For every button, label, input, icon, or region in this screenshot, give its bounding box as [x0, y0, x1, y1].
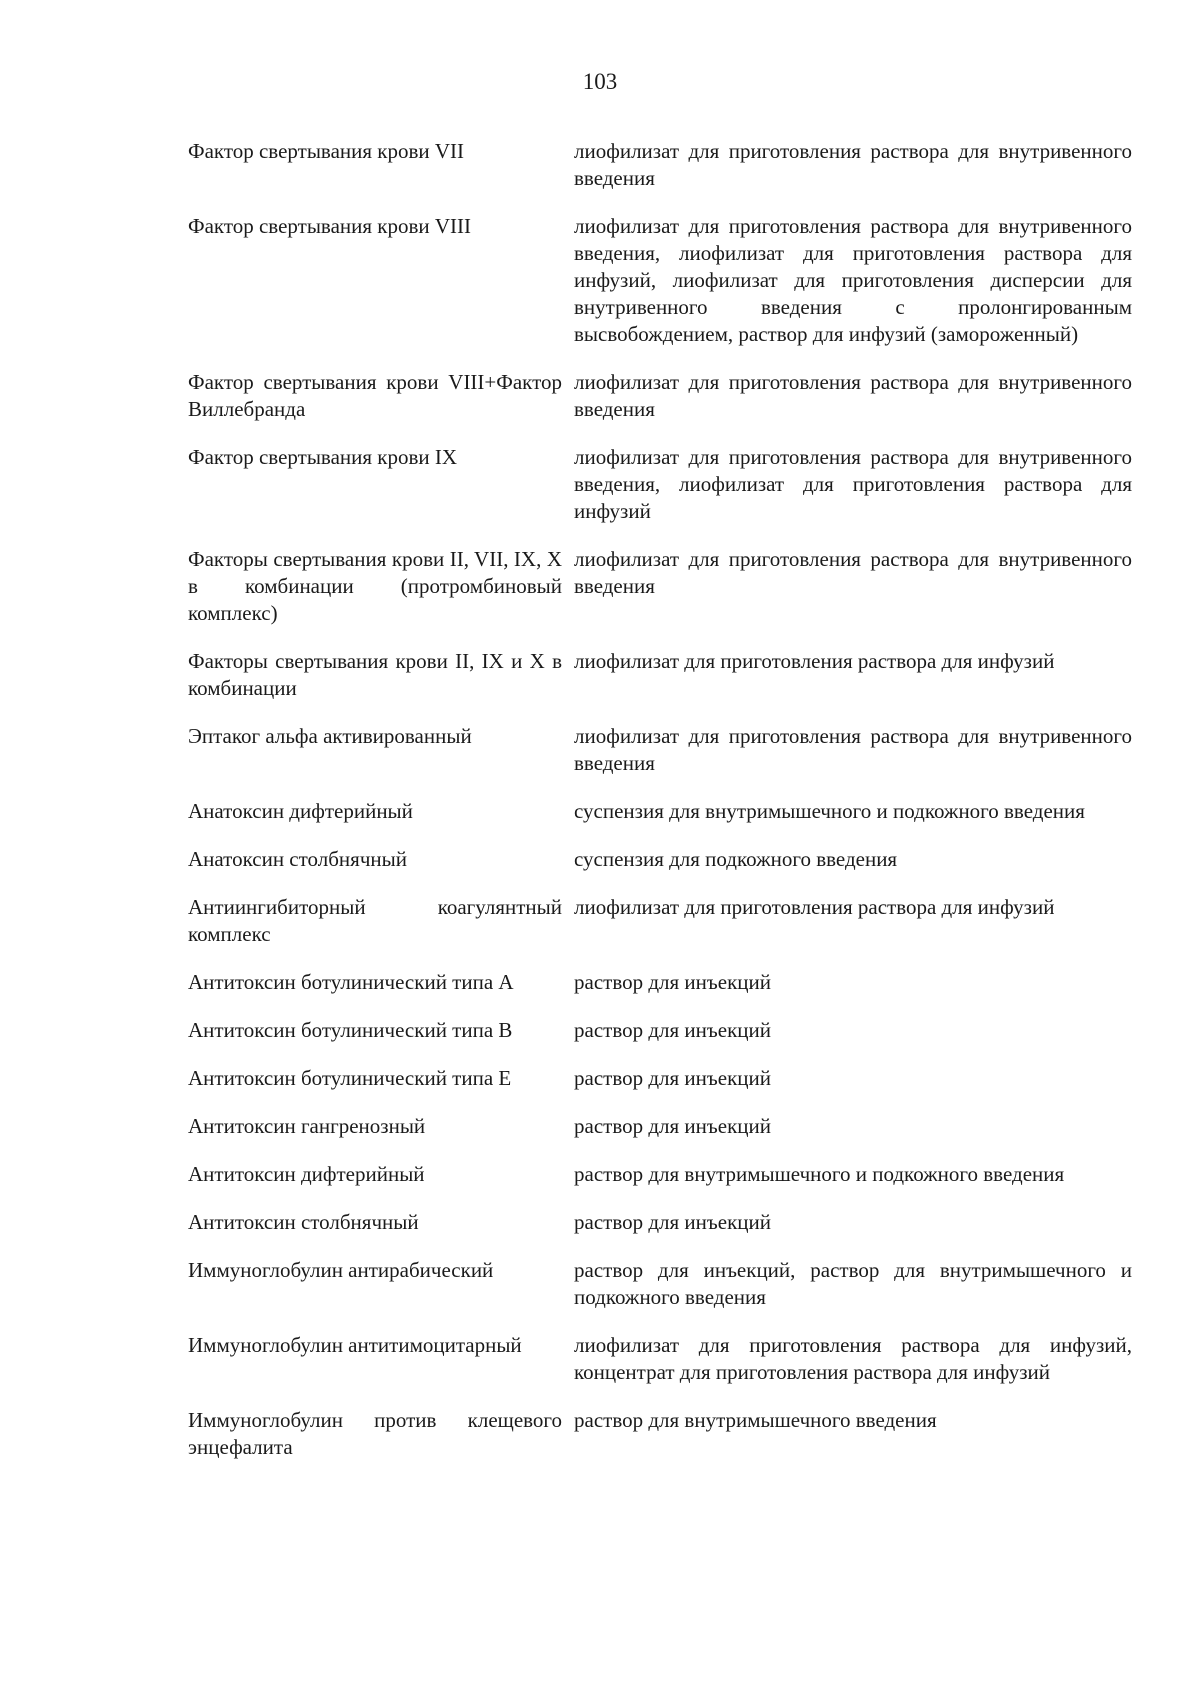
list-item [188, 648, 1132, 702]
dosage-form: лиофилизат для приготовления раствора для внутривенного введения [574, 139, 1132, 190]
drug-name: Антитоксин гангренозный [188, 1114, 426, 1138]
drug-name: Фактор свертывания крови VIII+Фактор Виллебранда [188, 370, 562, 421]
dosage-form: лиофилизат для приготовления раствора для инфузий, концентрат для приготовления раствора для инфузий [574, 1333, 1132, 1384]
drug-name: Факторы свертывания крови II, VII, IX, X в комбинации (протромбиновый комплекс) [188, 547, 562, 625]
list-item [188, 444, 1132, 525]
list-item [188, 1065, 1132, 1092]
dosage-form: раствор для инъекций, раствор для внутримышечного и подкожного введения [574, 1258, 1132, 1309]
drug-name: Анатоксин дифтерийный [188, 799, 413, 823]
drug-name: Иммуноглобулин против клещевого энцефалита [188, 1408, 562, 1459]
drug-name: Фактор свертывания крови VIII [188, 214, 472, 238]
drug-name: Эптаког альфа активированный [188, 724, 472, 748]
list-item [188, 969, 1132, 996]
list-item [188, 1407, 1132, 1461]
dosage-form: раствор для внутримышечного и подкожного введения [574, 1162, 1065, 1186]
list-item [188, 1257, 1132, 1311]
dosage-form: лиофилизат для приготовления раствора для инфузий [574, 895, 1055, 919]
dosage-form: суспензия для подкожного введения [574, 847, 898, 871]
drug-name: Антитоксин ботулинический типа A [188, 970, 514, 994]
dosage-form: раствор для инъекций [574, 1210, 771, 1234]
dosage-form: лиофилизат для приготовления раствора для внутривенного введения [574, 370, 1132, 421]
list-item [188, 1332, 1132, 1386]
dosage-form: раствор для инъекций [574, 1066, 771, 1090]
dosage-form: раствор для инъекций [574, 1114, 771, 1138]
list-item [188, 213, 1132, 348]
dosage-form: лиофилизат для приготовления раствора для внутривенного введения, лиофилизат для приготовления раствора для инфузий [574, 445, 1132, 523]
list-item [188, 546, 1132, 627]
dosage-form: раствор для внутримышечного введения [574, 1408, 937, 1432]
drug-name: Антиингибиторный коагулянтный комплекс [188, 895, 562, 946]
list-item [188, 138, 1132, 192]
drug-name: Антитоксин столбнячный [188, 1210, 419, 1234]
list-item [188, 1113, 1132, 1140]
drug-name: Фактор свертывания крови VII [188, 139, 465, 163]
dosage-form: суспензия для внутримышечного и подкожного введения [574, 799, 1085, 823]
drug-name: Анатоксин столбнячный [188, 847, 407, 871]
dosage-form: раствор для инъекций [574, 970, 771, 994]
list-item [188, 894, 1132, 948]
dosage-form: раствор для инъекций [574, 1018, 771, 1042]
page-number: 103 [582, 69, 618, 94]
drug-list [188, 138, 1132, 1482]
list-item [188, 798, 1132, 825]
list-item [188, 1209, 1132, 1236]
list-item [188, 1017, 1132, 1044]
drug-name: Антитоксин ботулинический типа B [188, 1018, 513, 1042]
list-item [188, 369, 1132, 423]
drug-name: Фактор свертывания крови IX [188, 445, 458, 469]
drug-name: Антитоксин дифтерийный [188, 1162, 425, 1186]
dosage-form: лиофилизат для приготовления раствора для внутривенного введения [574, 547, 1132, 598]
list-item [188, 723, 1132, 777]
drug-name: Антитоксин ботулинический типа E [188, 1066, 512, 1090]
drug-name: Иммуноглобулин антитимоцитарный [188, 1333, 522, 1357]
drug-name: Иммуноглобулин антирабический [188, 1258, 494, 1282]
dosage-form: лиофилизат для приготовления раствора для внутривенного введения, лиофилизат для приготовления раствора для инфузий, лиофилизат для приготовления дисперсии для внутривенного введения с пролонгированным высвобождением, раствор для инфузий (замороженный) [574, 214, 1132, 346]
list-item [188, 846, 1132, 873]
list-item [188, 1161, 1132, 1188]
drug-name: Факторы свертывания крови II, IX и X в комбинации [188, 649, 562, 700]
dosage-form: лиофилизат для приготовления раствора для инфузий [574, 649, 1055, 673]
dosage-form: лиофилизат для приготовления раствора для внутривенного введения [574, 724, 1132, 775]
